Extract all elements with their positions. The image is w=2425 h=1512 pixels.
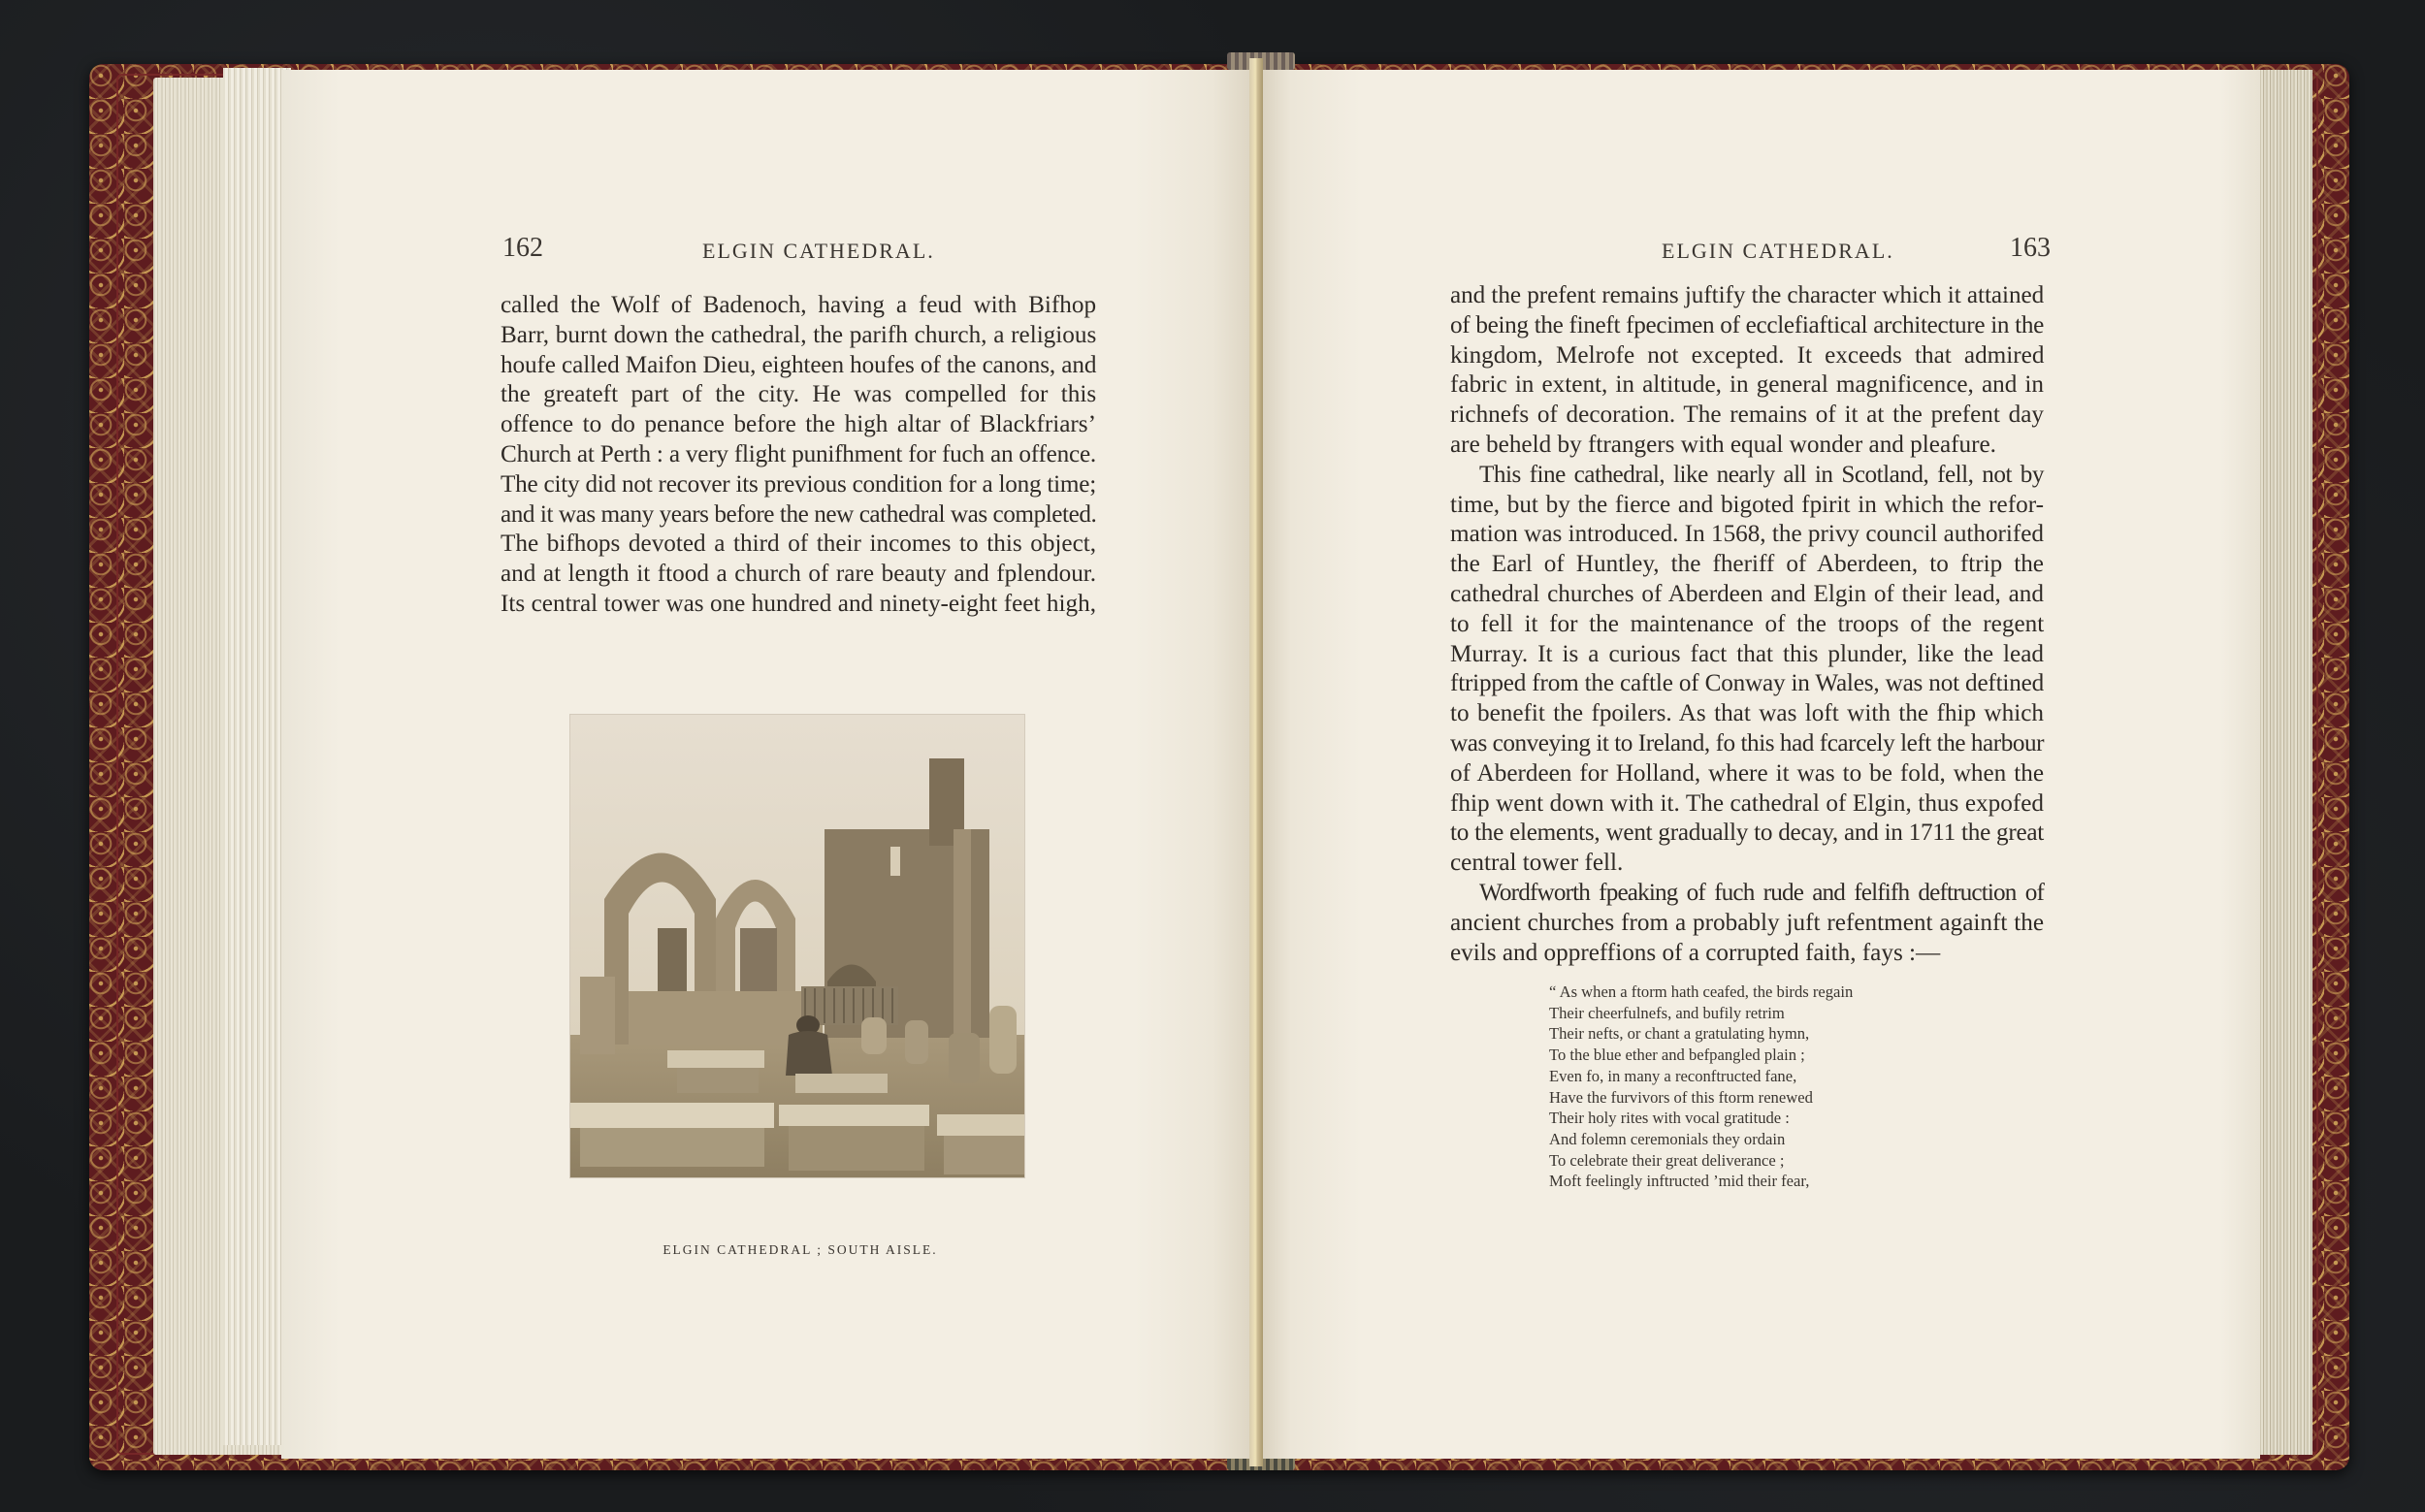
text-line: central tower fell. (1450, 850, 1624, 877)
text-line: ftripped from the caftle of Conway in Wales, was not deftined (1450, 670, 2044, 697)
poem-line: To the blue ether and befpangled plain ; (1549, 1046, 1805, 1065)
left-body-text (501, 291, 1096, 620)
text-line: cathedral churches of Aberdeen and Elgin of their lead, and (1450, 580, 2044, 607)
right-body-text (1450, 281, 2044, 968)
text-line: fabric in extent, in altitude, in general magnificence, and in (1450, 371, 2044, 399)
text-line: houfe called Maifon Dieu, eighteen houfes of the canons, and (501, 351, 1097, 378)
photograph-elgin-cathedral-ruins (570, 715, 1024, 1177)
text-line: offence to do penance before the high altar of Blackfriars’ (501, 411, 1096, 438)
poem-line: Their cheerfulnefs, and bufily retrim (1549, 1003, 1785, 1022)
poem-line: Have the furvivors of this ftorm renewed (1549, 1087, 1813, 1107)
text-line: Murray. It is a curious fact that this plunder, like the lead (1450, 640, 2044, 667)
text-line: This fine cathedral, like nearly all in Scotland, fell, not by (1479, 461, 2044, 488)
text-line: to benefit the fpoilers. As that was loft with the fhip which (1450, 700, 2044, 727)
text-line: to fell it for the maintenance of the troops of the regent (1450, 610, 2045, 637)
text-line: called the Wolf of Badenoch, having a feud with Bifhop (501, 292, 1097, 318)
text-line: The bifhops devoted a third of their incomes to this object, (501, 531, 1097, 558)
poem-line: “ As when a ftorm hath ceafed, the birds regain (1549, 982, 1854, 1001)
poem-line: Moft feelingly inftructed ’mid their fear, (1549, 1172, 1810, 1191)
poem-line: To celebrate their great deliverance ; (1549, 1150, 1785, 1170)
right-page-stack (2252, 70, 2312, 1455)
text-line: Its central tower was one hundred and ninety-eight feet high, (501, 590, 1096, 617)
text-line: was conveying it to Ireland, fo this had fcarcely left the harbour (1450, 729, 2045, 756)
text-line: and it was many years before the new cathedral was completed. (501, 500, 1097, 528)
gutter (1249, 58, 1263, 1466)
right-page-number: 163 (2010, 233, 2051, 263)
text-line: and the prefent remains juftify the character which it attained (1450, 282, 2045, 308)
text-line: kingdom, Melrofe not excepted. It exceeds that admired (1450, 341, 2045, 369)
text-line: fhip went down with it. The cathedral of Elgin, thus expofed (1450, 789, 2044, 817)
poem-line: Even fo, in many a reconftructed fane, (1549, 1066, 1797, 1085)
text-line: The city did not recover its previous condition for a long time; (501, 470, 1096, 498)
text-line: ancient churches from a probably juft refentment againft the (1450, 909, 2045, 936)
text-line: time, but by the fierce and bigoted fpirit in which the refor- (1450, 491, 2044, 518)
poem-line: Their nefts, or chant a gratulating hymn, (1549, 1024, 1810, 1044)
text-line: Church at Perth : a very flight punifhment for fuch an offence. (501, 440, 1096, 467)
poem-quotation (1549, 981, 1918, 1192)
poem-line: And folemn ceremonials they ordain (1549, 1129, 1786, 1148)
text-line: to the elements, went gradually to decay, and in 1711 the great (1450, 820, 2045, 847)
text-line: the greateft part of the city. He was compelled for this (501, 381, 1097, 408)
left-page-number: 162 (502, 233, 543, 263)
poem-line: Their holy rites with vocal gratitude : (1549, 1109, 1790, 1128)
text-line: and at length it ftood a church of rare beauty and fplendour. (501, 561, 1097, 588)
text-line: richnefs of decoration. The remains of it at the prefent day (1450, 402, 2044, 429)
photograph-icon (570, 715, 1024, 1177)
right-running-head: ELGIN CATHEDRAL. (1662, 239, 1894, 263)
text-line: Barr, burnt down the cathedral, the parifh church, a religious (501, 321, 1097, 348)
text-line: the Earl of Huntley, the fheriff of Aberdeen, to ftrip the (1450, 551, 2044, 578)
text-line: of being the fineft fpecimen of ecclefiaftical architecture in the (1450, 311, 2044, 338)
text-line: evils and oppreffions of a corrupted faith, fays :— (1450, 939, 1941, 966)
text-line: of Aberdeen for Holland, where it was to be fold, when the (1450, 759, 2044, 787)
left-running-head: ELGIN CATHEDRAL. (702, 239, 935, 263)
text-line: Wordfworth fpeaking of fuch rude and felfifh deftruction of (1479, 879, 2044, 906)
plate-caption: ELGIN CATHEDRAL ; SOUTH AISLE. (663, 1242, 938, 1257)
text-line: mation was introduced. In 1568, the privy council authorifed (1450, 521, 2044, 548)
text-line: are beheld by ftrangers with equal wonder and pleafure. (1450, 431, 1996, 458)
